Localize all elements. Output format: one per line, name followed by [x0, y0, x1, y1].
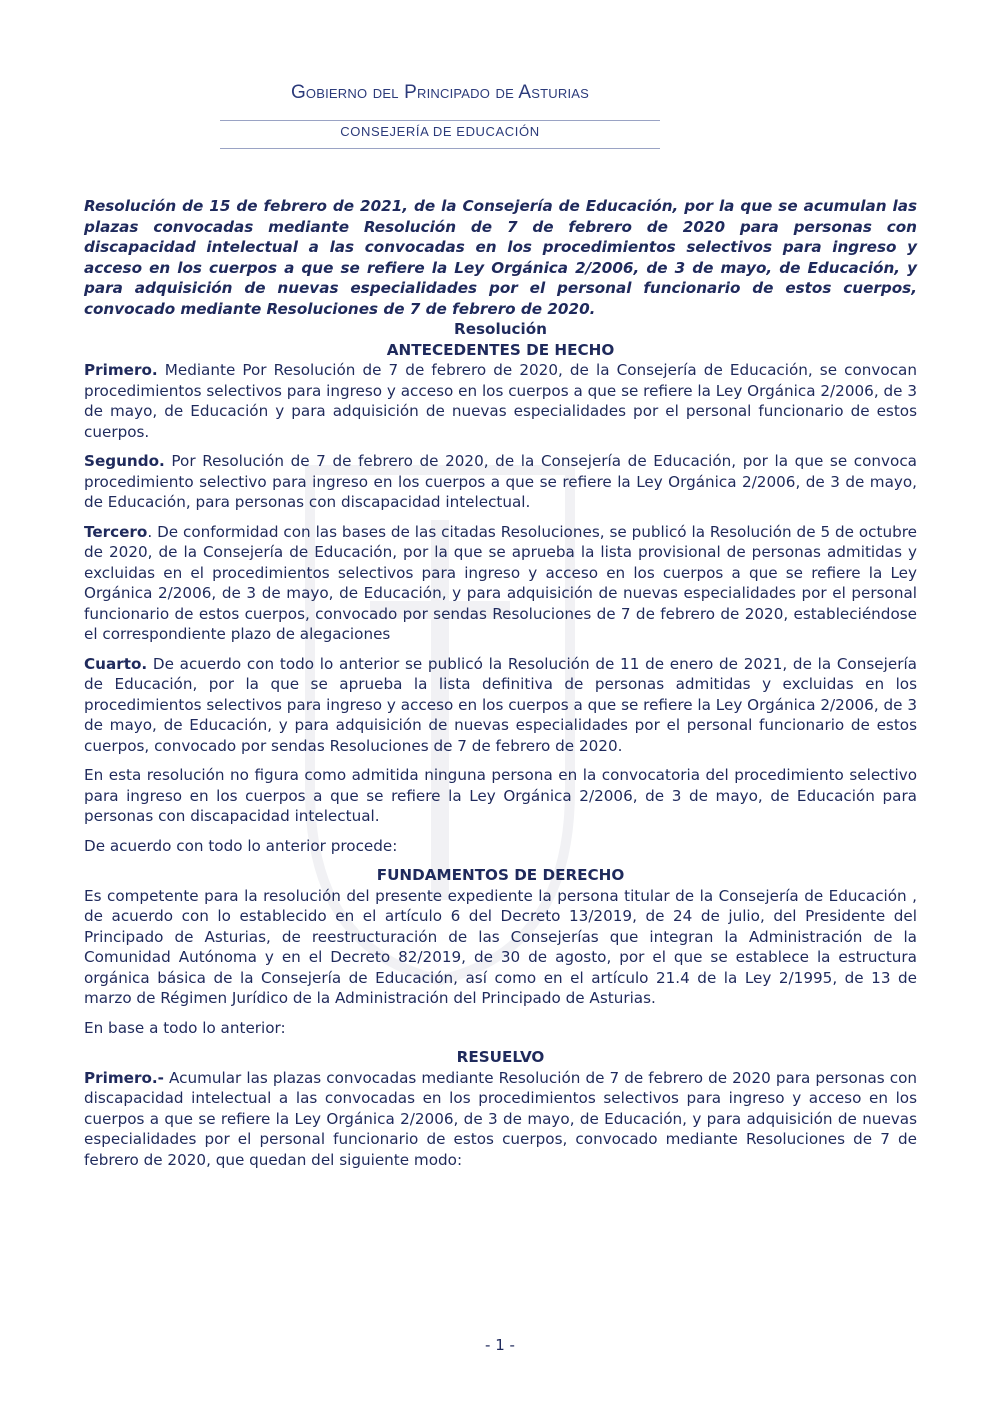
- document-title: Resolución de 15 de febrero de 2021, de la Consejería de Educación, por la que se acumulan las plazas convocadas mediante Resolución de 7 de febrero de 2020 para personas con discapacidad intelectual a las convocadas en los procedimientos selectivos para ingreso y acceso en los cuerpos a que se refiere la Ley Orgánica 2/2006, de 3 de mayo, de Educación, y para adquisición de nuevas especialidades por el personal funcionario de estos cuerpos, convocado mediante Resoluciones de 7 de febrero de 2020.: [84, 197, 917, 318]
- antecedente-tercero-text: . De conformidad con las bases de las citadas Resoluciones, se publicó la Resolución de 5 de octubre de 2020, de la Consejería de Educación, por la que se aprueba la lista provisional de personas admitidas y excluidas en el procedimientos selectivos para ingreso y acceso en los cuerpos a que se refiere la Ley Orgánica 2/2006, de 3 de mayo, de Educación, y para adquisición de nuevas especialidades por el personal funcionario de estos cuerpos, convocado por sendas Resoluciones de 7 de febrero de 2020, estableciéndose el correspondiente plazo de alegaciones: [84, 522, 917, 643]
- antecedente-tercero-lead: Tercero: [84, 522, 148, 541]
- procede-paragraph: De acuerdo con todo lo anterior procede:: [84, 836, 398, 855]
- document-body: [84, 196, 917, 1179]
- resolution-heading: Resolución: [454, 320, 547, 338]
- government-title: [220, 82, 660, 104]
- antecedente-primero-lead: Primero.: [84, 361, 158, 379]
- page-number: - 1 -: [485, 1336, 515, 1354]
- resuelvo-primero-lead: Primero.-: [84, 1068, 164, 1087]
- government-name: Gobierno del Principado de Asturias: [290, 82, 590, 103]
- antecedente-segundo: [84, 451, 917, 513]
- antecedentes-heading: ANTECEDENTES DE HECHO: [386, 340, 615, 359]
- antecedente-segundo-text: Por Resolución de 7 de febrero de 2020, de la Consejería de Educación, por la que se convoca procedimiento selectivo para ingreso en los cuerpos a que se refiere la Ley Orgánica 2/2006, de 3 de mayo, de Educación, para personas con discapacidad intelectual.: [84, 452, 917, 511]
- antecedente-cuarto-text: De acuerdo con todo lo anterior se publicó la Resolución de 11 de enero de 2021, de la Consejería de Educación, por la que se aprueba la lista definitiva de personas admitidas y excluidas en los procedimientos selectivos para ingreso y acceso en los cuerpos a que se refiere la Ley Orgánica 2/2006, de 3 de mayo, de Educación, y para adquisición de nuevas especialidades por el personal funcionario de estos cuerpos, convocado por sendas Resoluciones de 7 de febrero de 2020.: [84, 654, 917, 755]
- resuelvo-primero-text: Acumular las plazas convocadas mediante Resolución de 7 de febrero de 2020 para personas con discapacidad intelectual a las convocadas en los procedimientos selectivos para ingreso y acceso en los cuerpos a que se refiere la Ley Orgánica 2/2006, de 3 de mayo, de Educación, y para adquisición de nuevas especialidades por el personal funcionario de estos cuerpos, convocado mediante Resoluciones de 7 de febrero de 2020, que quedan del siguiente modo:: [84, 1068, 917, 1169]
- fundamentos-heading: FUNDAMENTOS DE DERECHO: [376, 866, 625, 884]
- antecedente-cuarto: [84, 654, 917, 757]
- department-name: CONSEJERÍA DE EDUCACIÓN: [340, 124, 540, 139]
- antecedente-segundo-lead: Segundo.: [84, 452, 165, 470]
- no-figura-paragraph: En esta resolución no figura como admitida ninguna persona en la convocatoria del procedimiento selectivo para ingreso en los cuerpos a que se refiere la Ley Orgánica 2/2006, de 3 de mayo, de Educación para personas con discapacidad intelectual.: [84, 766, 917, 825]
- antecedente-primero-text: Mediante Por Resolución de 7 de febrero de 2020, de la Consejería de Educación, se convocan procedimientos selectivos para ingreso y acceso en los cuerpos a que se refiere la Ley Orgánica 2/2006, de 3 de mayo, de Educación y para adquisición de nuevas especialidades por el personal funcionario de estos cuerpos.: [84, 361, 917, 441]
- antecedente-cuarto-lead: Cuarto.: [84, 654, 148, 673]
- en-base-paragraph: En base a todo lo anterior:: [84, 1018, 286, 1037]
- antecedente-primero: [84, 360, 917, 442]
- resuelvo-heading: RESUELVO: [456, 1048, 545, 1066]
- fundamentos-paragraph: Es competente para la resolución del presente expediente la persona titular de la Consejería de Educación , de acuerdo con lo establecido en el artículo 6 del Decreto 13/2019, de 24 de julio, del Presidente del Principado de Asturias, de reestructuración de las Consejerías que integran la Administración de la Comunidad Autónoma y en el Decreto 82/2019, de 30 de agosto, por el que se establece la estructura orgánica básica de la Consejería de Educación, así como en el artículo 21.4 de la Ley 2/1995, de 13 de marzo de Régimen Jurídico de la Administración del Principado de Asturias.: [84, 886, 917, 1007]
- resuelvo-primero: [84, 1068, 917, 1171]
- header-rule-top: [220, 120, 660, 121]
- antecedente-tercero: [84, 522, 917, 645]
- header-rule-bottom: [220, 148, 660, 149]
